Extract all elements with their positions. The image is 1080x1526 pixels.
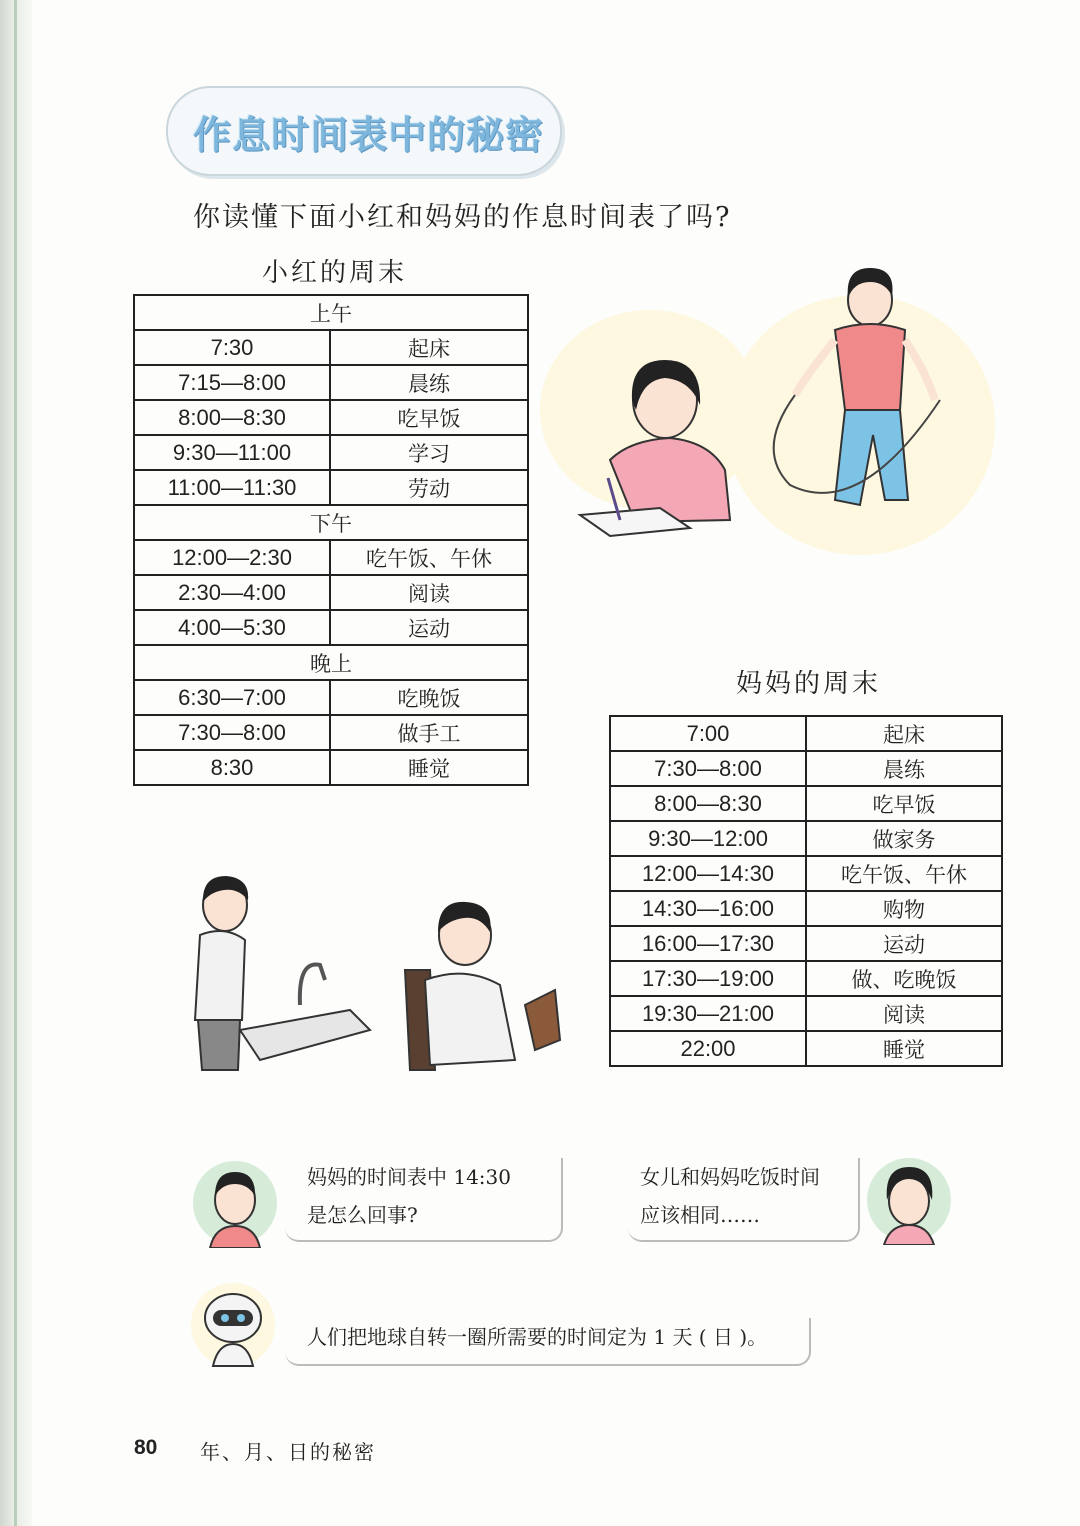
activity-cell: 晨练: [330, 365, 528, 400]
robot-avatar: [188, 1280, 278, 1370]
table-row: [134, 400, 528, 435]
girl-illustration: [540, 260, 1010, 570]
time-cell: 2:30—4:00: [134, 575, 330, 610]
table-row: [610, 751, 1002, 786]
time-cell: 16:00—17:30: [610, 926, 806, 961]
activity-cell: 睡觉: [806, 1031, 1002, 1066]
robot-line: 人们把地球自转一圈所需要的时间定为 1 天 ( 日 )。: [307, 1325, 768, 1349]
boy-speech-bubble: [285, 1158, 563, 1242]
section-header-row: [134, 505, 528, 540]
section-label: 晚上: [134, 645, 528, 680]
activity-cell: 劳动: [330, 470, 528, 505]
table-row: [134, 680, 528, 715]
activity-cell: 做手工: [330, 715, 528, 750]
table-row: [134, 540, 528, 575]
time-cell: 7:30—8:00: [134, 715, 330, 750]
table-row: [134, 435, 528, 470]
page-title-heading: 作息时间表中的秘密: [193, 113, 545, 157]
activity-cell: 阅读: [806, 996, 1002, 1031]
activity-cell: 购物: [806, 891, 1002, 926]
activity-cell: 吃早饭: [330, 400, 528, 435]
table-row: [134, 575, 528, 610]
activity-cell: 吃午饭、午休: [806, 856, 1002, 891]
time-cell: 7:30: [134, 330, 330, 365]
time-cell: 7:15—8:00: [134, 365, 330, 400]
table-row: [610, 821, 1002, 856]
girl-speech-bubble: [628, 1158, 860, 1242]
table-row: [610, 786, 1002, 821]
mama-schedule-table: [609, 715, 1003, 1067]
section-header-row: [134, 295, 528, 330]
table-row: [610, 961, 1002, 996]
time-cell: 7:00: [610, 716, 806, 751]
time-cell: 22:00: [610, 1031, 806, 1066]
table-row: [134, 750, 528, 785]
section-label: 上午: [134, 295, 528, 330]
time-cell: 11:00—11:30: [134, 470, 330, 505]
table-row: [610, 996, 1002, 1031]
boy-line-2: 是怎么回事?: [307, 1203, 418, 1227]
time-cell: 6:30—7:00: [134, 680, 330, 715]
time-cell: 9:30—12:00: [610, 821, 806, 856]
chapter-title: 年、月、日的秘密: [200, 1440, 376, 1464]
question-text: 你读懂下面小红和妈妈的作息时间表了吗?: [193, 202, 732, 233]
activity-cell: 做家务: [806, 821, 1002, 856]
table-row: [134, 365, 528, 400]
table-row: [610, 856, 1002, 891]
time-cell: 17:30—19:00: [610, 961, 806, 996]
mom-washing-figure: [195, 876, 370, 1070]
girl-line-2: 应该相同……: [640, 1203, 760, 1227]
time-cell: 8:00—8:30: [134, 400, 330, 435]
activity-cell: 运动: [806, 926, 1002, 961]
time-cell: 8:30: [134, 750, 330, 785]
table-row: [134, 610, 528, 645]
time-cell: 4:00—5:30: [134, 610, 330, 645]
boy-line-1: 妈妈的时间表中 14:30: [307, 1165, 511, 1189]
table-row: [610, 926, 1002, 961]
page-edge-line: [14, 0, 17, 1526]
table-row: [610, 716, 1002, 751]
time-cell: 9:30—11:00: [134, 435, 330, 470]
activity-cell: 阅读: [330, 575, 528, 610]
activity-cell: 吃晚饭: [330, 680, 528, 715]
table-row: [134, 470, 528, 505]
mom-illustration: [180, 870, 600, 1090]
table-row: [134, 330, 528, 365]
activity-cell: 晨练: [806, 751, 1002, 786]
robot-speech-bubble: [285, 1318, 811, 1366]
section-header-row: [134, 645, 528, 680]
table-row: [610, 891, 1002, 926]
activity-cell: 做、吃晚饭: [806, 961, 1002, 996]
table-row: [610, 1031, 1002, 1066]
girl-line-1: 女儿和妈妈吃饭时间: [640, 1165, 820, 1189]
mom-reading-figure: [405, 902, 560, 1070]
time-cell: 19:30—21:00: [610, 996, 806, 1031]
activity-cell: 运动: [330, 610, 528, 645]
mama-caption: 妈妈的周末: [736, 669, 882, 699]
activity-cell: 学习: [330, 435, 528, 470]
xiaohong-schedule-table: [133, 294, 529, 786]
time-cell: 12:00—2:30: [134, 540, 330, 575]
boy-avatar: [190, 1158, 280, 1248]
girl-avatar: [862, 1155, 957, 1245]
activity-cell: 吃午饭、午休: [330, 540, 528, 575]
page-number: 80: [134, 1436, 158, 1459]
time-cell: 12:00—14:30: [610, 856, 806, 891]
xiaohong-caption: 小红的周末: [262, 258, 408, 288]
time-cell: 8:00—8:30: [610, 786, 806, 821]
activity-cell: 睡觉: [330, 750, 528, 785]
time-cell: 14:30—16:00: [610, 891, 806, 926]
table-row: [134, 715, 528, 750]
activity-cell: 起床: [806, 716, 1002, 751]
time-cell: 7:30—8:00: [610, 751, 806, 786]
activity-cell: 起床: [330, 330, 528, 365]
activity-cell: 吃早饭: [806, 786, 1002, 821]
section-label: 下午: [134, 505, 528, 540]
